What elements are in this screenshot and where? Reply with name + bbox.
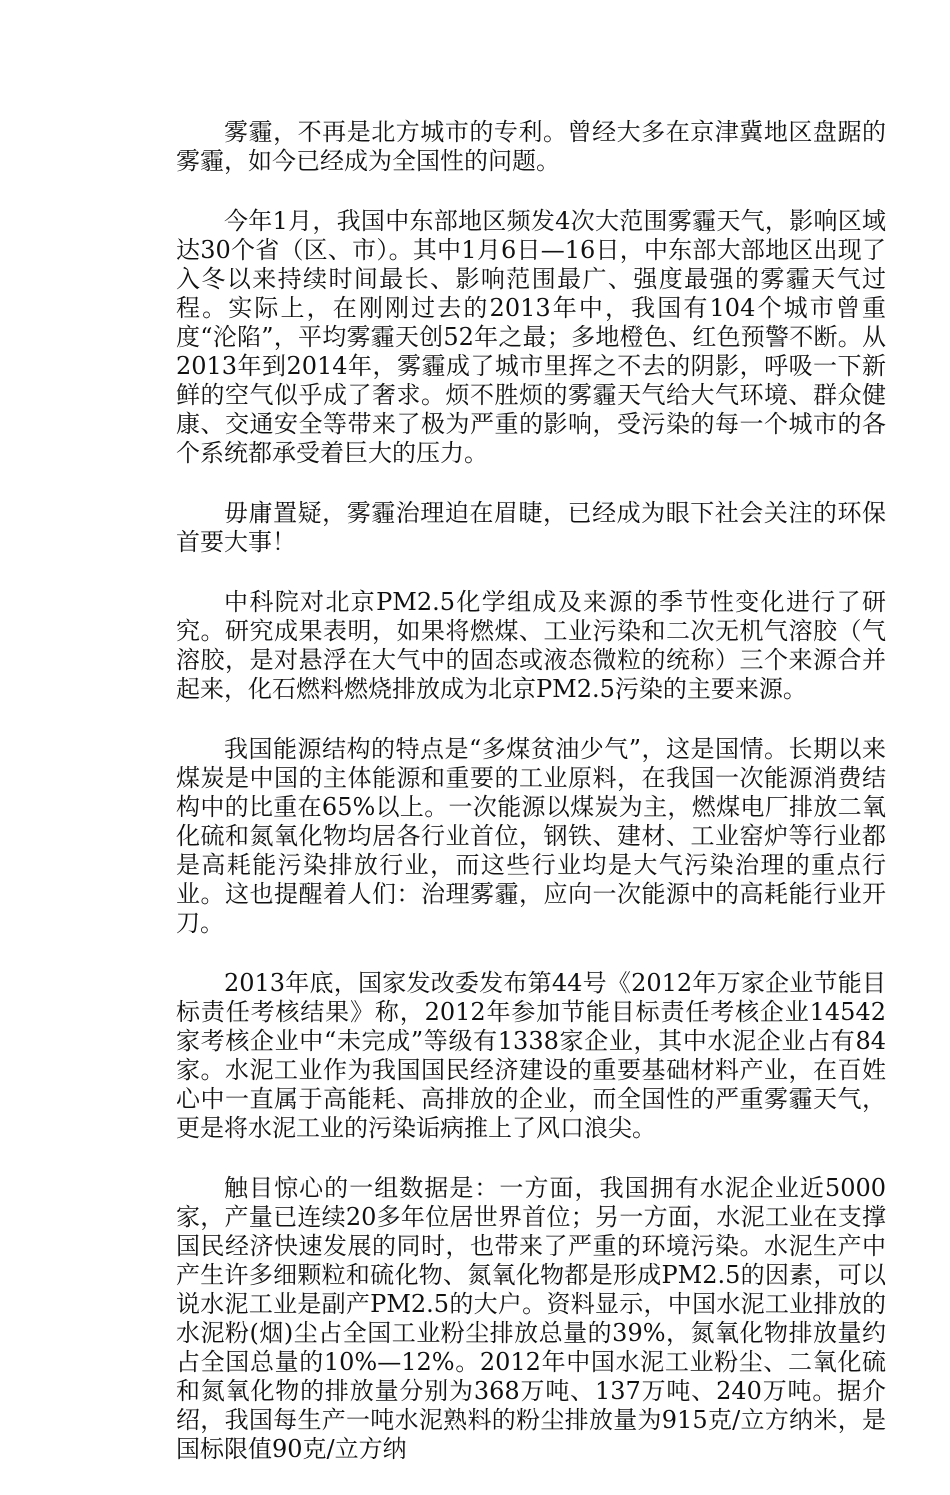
paragraph-6: 2013年底，国家发改委发布第44号《2012年万家企业节能目标责任考核结果》称，2012年参加节能目标责任考核企业14542家考核企业中“未完成”等级有1338家企业，其中水泥企业占有84家。水泥工业作为我国国民经济建设的重要基础材料产业，在百姓心中一直属于高能耗、高排放的企业，而全国性的严重雾霾天气，更是将水泥工业的污染诟病推上了风口浪尖。 [176, 969, 886, 1142]
paragraph-1: 雾霾，不再是北方城市的专利。曾经大多在京津冀地区盘踞的雾霾，如今已经成为全国性的问题。 [176, 118, 886, 175]
paragraph-2: 今年1月，我国中东部地区频发4次大范围雾霾天气，影响区域达30个省（区、市）。其中1月6日—16日，中东部大部地区出现了入冬以来持续时间最长、影响范围最广、强度最强的雾霾天气过程。实际上，在刚刚过去的2013年中，我国有104个城市曾重度“沦陷”，平均雾霾天创52年之最；多地橙色、红色预警不断。从2013年到2014年，雾霾成了城市里挥之不去的阴影，呼吸一下新鲜的空气似乎成了奢求。烦不胜烦的雾霾天气给大气环境、群众健康、交通安全等带来了极为严重的影响，受污染的每一个城市的各个系统都承受着巨大的压力。 [176, 207, 886, 467]
paragraph-4: 中科院对北京PM2.5化学组成及来源的季节性变化进行了研究。研究成果表明，如果将燃煤、工业污染和二次无机气溶胶（气溶胶，是对悬浮在大气中的固态或液态微粒的统称）三个来源合并起来，化石燃料燃烧排放成为北京PM2.5污染的主要来源。 [176, 588, 886, 703]
article-body [176, 118, 886, 1495]
paragraph-5: 我国能源结构的特点是“多煤贫油少气”，这是国情。长期以来煤炭是中国的主体能源和重要的工业原料，在我国一次能源消费结构中的比重在65%以上。一次能源以煤炭为主，燃煤电厂排放二氧化硫和氮氧化物均居各行业首位，钢铁、建材、工业窑炉等行业都是高耗能污染排放行业，而这些行业均是大气污染治理的重点行业。这也提醒着人们：治理雾霾，应向一次能源中的高耗能行业开刀。 [176, 735, 886, 937]
paragraph-7: 触目惊心的一组数据是：一方面，我国拥有水泥企业近5000家，产量已连续20多年位居世界首位；另一方面，水泥工业在支撑国民经济快速发展的同时，也带来了严重的环境污染。水泥生产中产生许多细颗粒和硫化物、氮氧化物都是形成PM2.5的因素，可以说水泥工业是副产PM2.5的大户。资料显示，中国水泥工业排放的水泥粉(烟)尘占全国工业粉尘排放总量的39%，氮氧化物排放量约占全国总量的10%—12%。2012年中国水泥工业粉尘、二氧化硫和氮氧化物的排放量分别为368万吨、137万吨、240万吨。据介绍，我国每生产一吨水泥熟料的粉尘排放量为915克/立方纳米，是国标限值90克/立方纳 [176, 1174, 886, 1463]
paragraph-3: 毋庸置疑，雾霾治理迫在眉睫，已经成为眼下社会关注的环保首要大事！ [176, 499, 886, 556]
